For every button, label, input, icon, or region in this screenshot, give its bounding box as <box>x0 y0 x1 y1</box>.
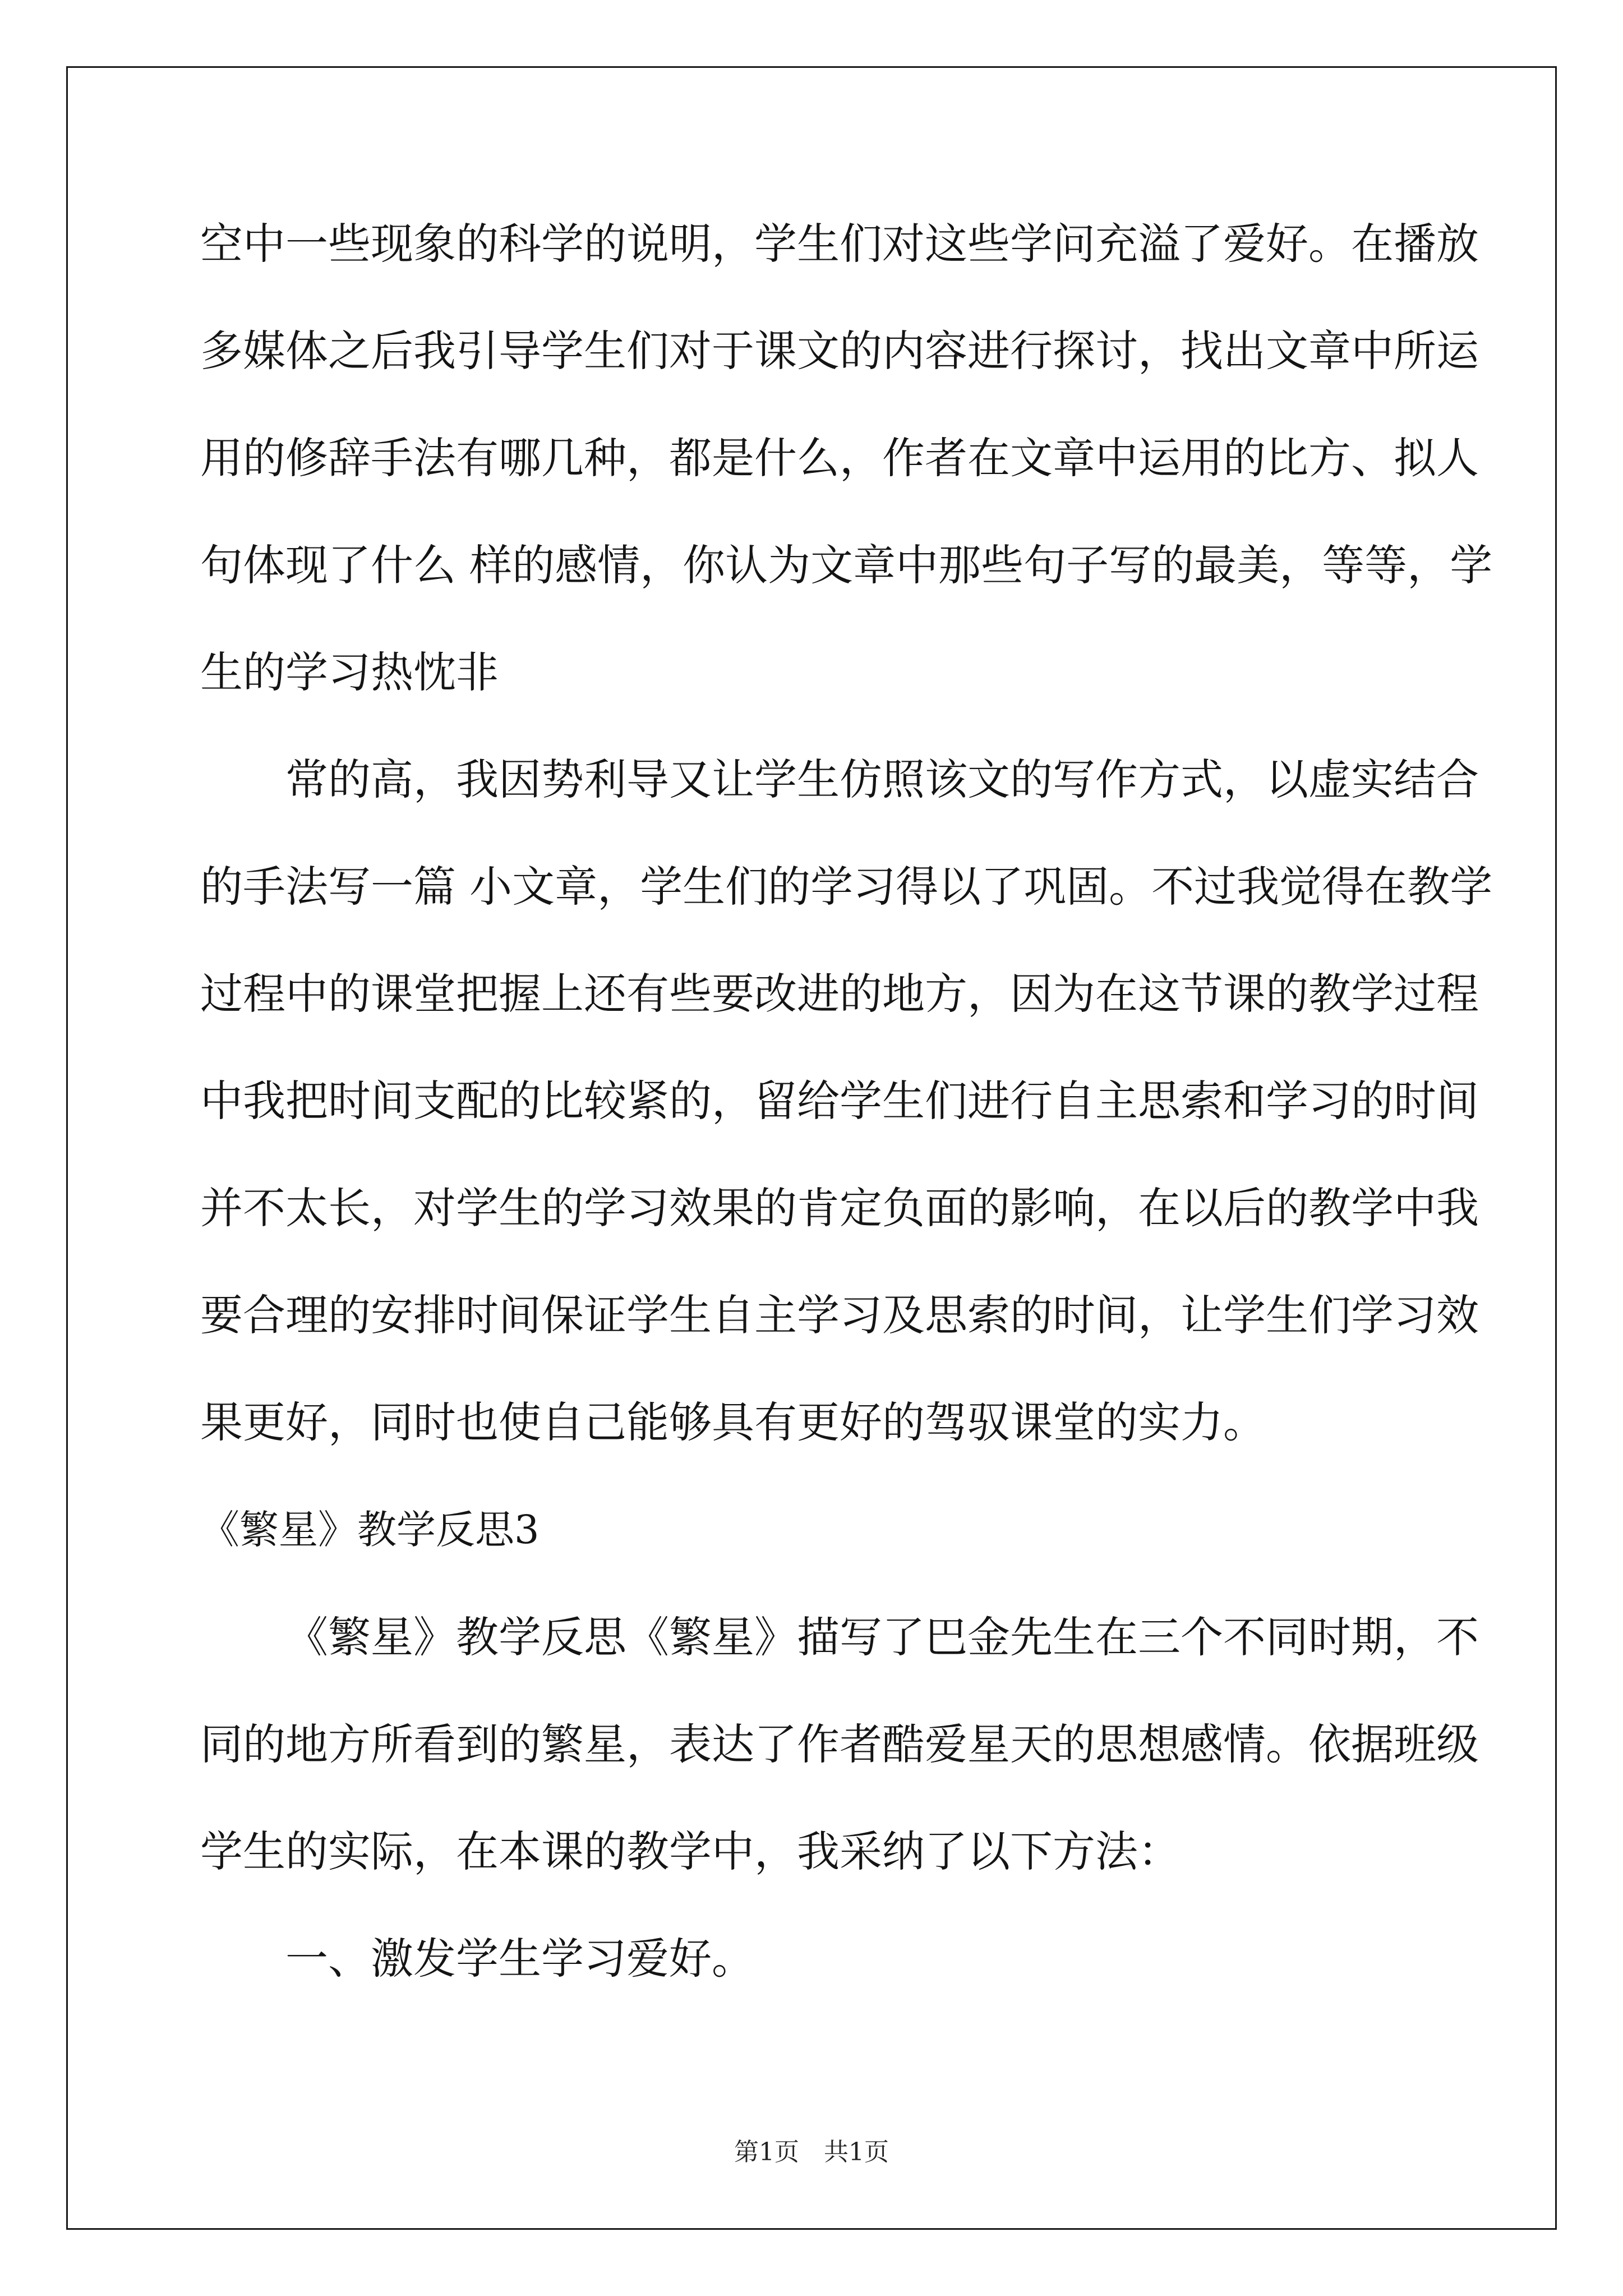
text-line: 果更好，同时也使自己能够具有更好的驾驭课堂的实力。 <box>200 1397 1266 1447</box>
text-line: 同的地方所看到的繁星，表达了作者酷爱星天的思想感情。依据班级 <box>200 1719 1479 1769</box>
text-line: 多媒体之后我引导学生们对于课文的内容进行探讨，找出文章中所运 <box>200 326 1479 376</box>
section-heading: 《繁星》教学反思3 <box>200 1507 540 1553</box>
text-line: 句体现了什么 样的感情，你认为文章中那些句子写的最美，等等，学 <box>200 540 1493 590</box>
text-line: 过程中的课堂把握上还有些要改进的地方，因为在这节课的教学过程 <box>200 969 1479 1019</box>
text-line: 中我把时间支配的比较紧的，留给学生们进行自主思索和学习的时间 <box>200 1076 1479 1126</box>
text-line: 空中一些现象的科学的说明，学生们对这些学问充溢了爱好。在播放 <box>200 219 1479 269</box>
text-line: 生的学习热忱非 <box>200 647 499 697</box>
text-line: 并不太长，对学生的学习效果的肯定负面的影响，在以后的教学中我 <box>200 1183 1479 1233</box>
text-line: 的手法写一篇 小文章，学生们的学习得以了巩固。不过我觉得在教学 <box>200 862 1493 912</box>
page-border <box>66 66 1557 2230</box>
text-line: 要合理的安排时间保证学生自主学习及思索的时间，让学生们学习效 <box>200 1290 1479 1340</box>
text-line: 用的修辞手法有哪几种，都是什么，作者在文章中运用的比方、拟人 <box>200 433 1479 483</box>
paragraph-first-line: 《繁星》教学反思《繁星》描写了巴金先生在三个不同时期，不 <box>285 1612 1479 1662</box>
paragraph-first-line: 常的高，我因势利导又让学生仿照该文的写作方式，以虚实结合 <box>285 754 1479 804</box>
text-line: 学生的实际，在本课的教学中，我采纳了以下方法： <box>200 1826 1181 1876</box>
list-item: 一、激发学生学习爱好。 <box>285 1934 754 1984</box>
page-footer: 第1页 共1页 <box>734 2138 889 2166</box>
